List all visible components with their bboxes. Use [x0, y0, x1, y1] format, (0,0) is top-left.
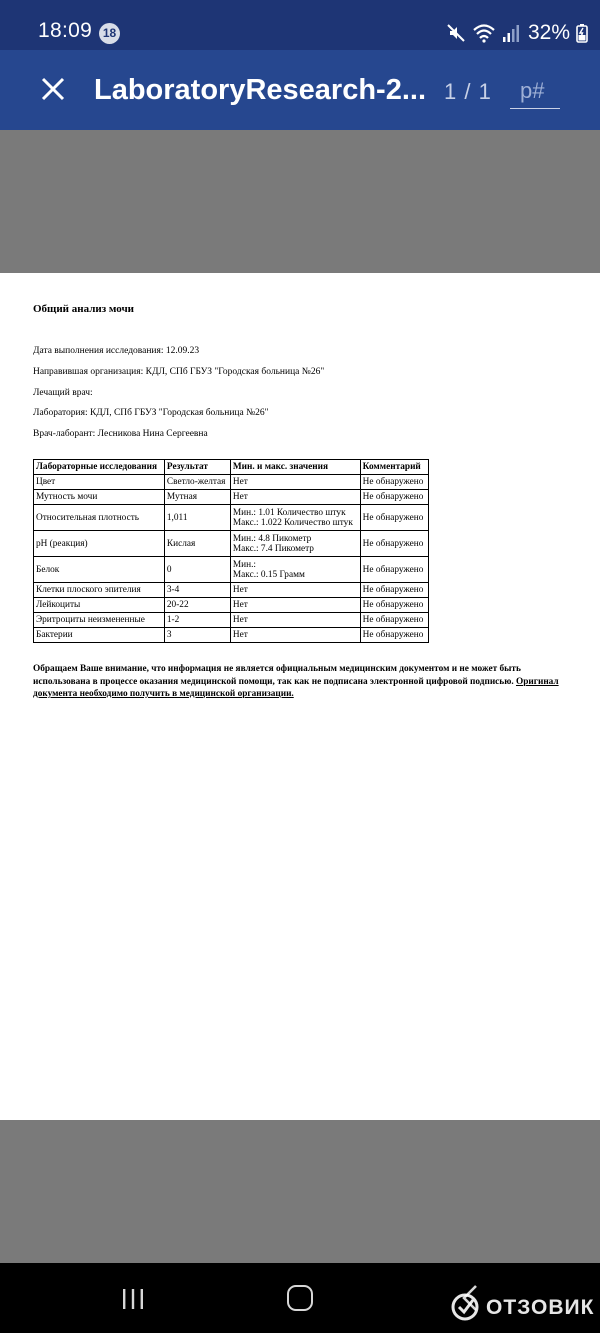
- laboratory: Лаборатория: КДЛ, СПб ГБУЗ "Городская больница №26": [33, 408, 269, 418]
- status-icons: [446, 20, 588, 46]
- table-header-row: [34, 460, 429, 475]
- recent-apps-icon[interactable]: [121, 1288, 145, 1310]
- status-time: 18:09: [38, 19, 93, 42]
- page-title: Общий анализ мочи: [33, 303, 134, 315]
- table-row: [34, 475, 429, 490]
- table-row: [34, 490, 429, 505]
- cell-range: [230, 505, 360, 531]
- range-min: Мин.:: [232, 559, 257, 570]
- table-row: [34, 583, 429, 598]
- viewer-toolbar: [0, 50, 600, 130]
- otzovik-logo-icon: [450, 1292, 480, 1322]
- cell-range: Нет: [230, 628, 360, 643]
- cell-result: 1,011: [164, 505, 230, 531]
- cell-comment: Не обнаружено: [360, 598, 428, 613]
- cell-comment: Не обнаружено: [360, 583, 428, 598]
- cell-comment: Не обнаружено: [360, 613, 428, 628]
- status-bar: [0, 0, 600, 50]
- cell-result: Светло-желтая: [164, 475, 230, 490]
- table-row: [34, 598, 429, 613]
- cell-result: 3-4: [164, 583, 230, 598]
- cell-test: Мутность мочи: [34, 490, 165, 505]
- cell-range: Нет: [230, 583, 360, 598]
- table-row: [34, 531, 429, 557]
- header-result: Результат: [164, 460, 230, 475]
- home-icon[interactable]: [287, 1285, 313, 1311]
- mute-icon: [446, 23, 466, 43]
- cell-result: Кислая: [164, 531, 230, 557]
- cell-test: Относительная плотность: [34, 505, 165, 531]
- cell-result: 3: [164, 628, 230, 643]
- cell-comment: Не обнаружено: [360, 475, 428, 490]
- document-title: LaboratoryResearch-2...: [94, 74, 427, 106]
- cell-comment: Не обнаружено: [360, 628, 428, 643]
- cell-range: [230, 557, 360, 583]
- cell-result: 20-22: [164, 598, 230, 613]
- disclaimer-underlined: Оригинал документа необходимо получить в медицинской организации.: [33, 676, 559, 699]
- watermark-text: ОТЗОВИК: [486, 1296, 595, 1319]
- pdf-page: [0, 273, 600, 1120]
- header-test: Лабораторные исследования: [34, 460, 165, 475]
- referring-org: Направившая организация: КДЛ, СПб ГБУЗ "Городская больница №26": [33, 367, 325, 377]
- exam-date: Дата выполнения исследования: 12.09.23: [33, 346, 200, 356]
- cell-result: 1-2: [164, 613, 230, 628]
- header-comment: Комментарий: [360, 460, 428, 475]
- cell-range: Нет: [230, 490, 360, 505]
- table-row: [34, 505, 429, 531]
- cell-test: Цвет: [34, 475, 165, 490]
- results-table: [33, 459, 429, 643]
- table-row: [34, 628, 429, 643]
- range-max: Макс.: 0.15 Грамм: [232, 569, 305, 580]
- cell-test: Эритроциты неизмененные: [34, 613, 165, 628]
- disclaimer-text: Обращаем Ваше внимание, что информация не является официальным медицинским документом и не может быть использована в процессе оказания медицинской помощи, так как не подписана электронной цифровой подписью.: [33, 664, 521, 687]
- page-counter: 1 / 1: [444, 79, 492, 104]
- table-row: [34, 557, 429, 583]
- cell-range: [230, 531, 360, 557]
- cell-test: Клетки плоского эпителия: [34, 583, 165, 598]
- cell-test: Белок: [34, 557, 165, 583]
- wifi-icon: [472, 23, 496, 43]
- header-range: Мин. и макс. значения: [230, 460, 360, 475]
- cell-comment: Не обнаружено: [360, 490, 428, 505]
- cell-range: Нет: [230, 613, 360, 628]
- cell-comment: Не обнаружено: [360, 557, 428, 583]
- battery-percent: 32%: [527, 21, 570, 44]
- cell-test: pH (реакция): [34, 531, 165, 557]
- cell-test: Лейкоциты: [34, 598, 165, 613]
- page-number-input[interactable]: p#: [510, 77, 560, 109]
- cell-range: Нет: [230, 475, 360, 490]
- cell-result: 0: [164, 557, 230, 583]
- notification-badge: 18: [99, 23, 120, 44]
- battery-charging-icon: [576, 23, 588, 43]
- disclaimer: [33, 663, 563, 701]
- lab-doctor: Врач-лаборант: Лесникова Нина Сергеевна: [33, 429, 208, 439]
- range-max: Макс.: 7.4 Пикометр: [232, 543, 314, 554]
- signal-icon: [502, 23, 520, 43]
- cell-comment: Не обнаружено: [360, 531, 428, 557]
- range-max: Макс.: 1.022 Количество штук: [232, 517, 353, 528]
- cell-test: Бактерии: [34, 628, 165, 643]
- watermark: [450, 1290, 600, 1326]
- close-icon[interactable]: [38, 74, 68, 104]
- range-min: Мин.: 4.8 Пикометр: [232, 533, 312, 544]
- cell-range: Нет: [230, 598, 360, 613]
- cell-result: Мутная: [164, 490, 230, 505]
- table-row: [34, 613, 429, 628]
- treating-doctor: Лечащий врач:: [33, 388, 93, 398]
- range-min: Мин.: 1.01 Количество штук: [232, 507, 346, 518]
- cell-comment: Не обнаружено: [360, 505, 428, 531]
